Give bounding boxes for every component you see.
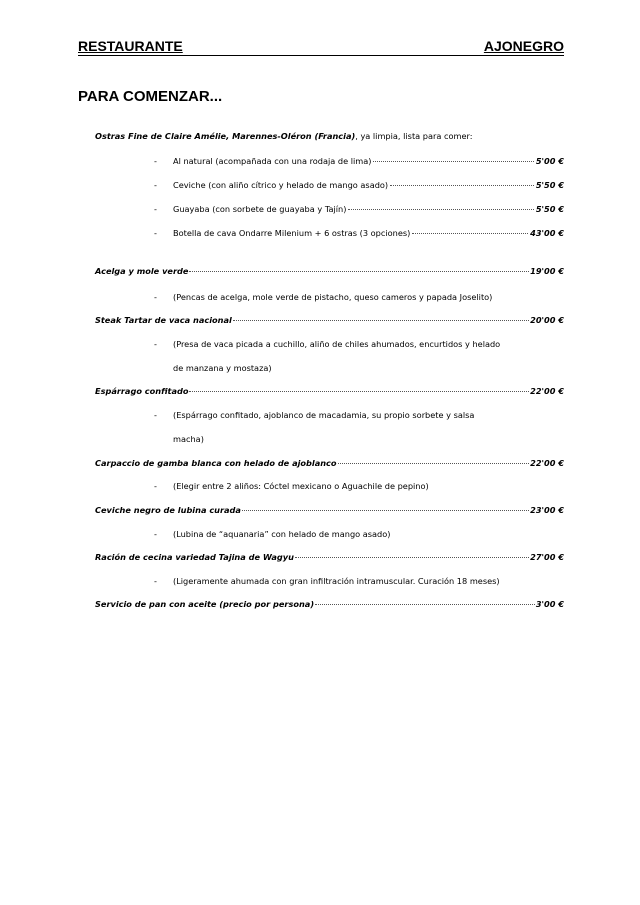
desc-line: (Lubina de “aquanaria” con helado de mango asado)	[173, 529, 391, 539]
option-price: 5'00 €	[535, 156, 564, 166]
menu-item	[95, 264, 564, 278]
desc-dash: -	[154, 529, 157, 539]
desc-dash: -	[154, 410, 157, 420]
desc-dash: -	[154, 481, 157, 491]
option-text: Al natural (acompañada con una rodaja de lima)	[173, 156, 372, 166]
oysters-title: Ostras Fine de Claire Amélie, Marennes-Oléron (Francia)	[95, 131, 356, 141]
leader-dots	[189, 382, 529, 392]
desc-line: (Ligeramente ahumada con gran infiltración intramuscular. Curación 18 meses)	[173, 576, 500, 586]
option-dash: -	[154, 228, 157, 238]
oysters-heading	[95, 129, 564, 143]
desc-line: macha)	[173, 434, 204, 444]
oysters-suffix: , ya limpia, lista para comer:	[355, 131, 473, 141]
option-price: 43'00 €	[530, 228, 564, 238]
item-price: 19'00 €	[530, 266, 564, 276]
menu-item	[95, 503, 564, 517]
option-price: 5'50 €	[535, 180, 564, 190]
desc-line: (Presa de vaca picada a cuchillo, aliño de chiles ahumados, encurtidos y helado	[173, 339, 501, 349]
menu-item	[95, 550, 564, 564]
desc-dash: -	[154, 339, 157, 349]
restaurant-label: RESTAURANTE	[78, 38, 183, 54]
menu-item	[95, 456, 564, 470]
leader-dots	[373, 152, 533, 162]
item-price: 22'00 €	[530, 458, 564, 468]
page-header	[78, 38, 564, 56]
option-price: 5'50 €	[535, 204, 564, 214]
desc-line: (Espárrago confitado, ajoblanco de macadamia, su propio sorbete y salsa	[173, 410, 475, 420]
leader-dots	[233, 311, 529, 321]
leader-dots	[412, 224, 528, 234]
leader-dots	[315, 595, 535, 605]
menu-item	[95, 384, 564, 398]
option-text: Guayaba (con sorbete de guayaba y Tajín)	[173, 204, 347, 214]
leader-dots	[295, 548, 529, 558]
desc-dash: -	[154, 576, 157, 586]
desc-line: (Pencas de acelga, mole verde de pistacho, queso cameros y papada Joselito)	[173, 292, 493, 302]
item-price: 22'00 €	[530, 386, 564, 396]
option-dash: -	[154, 156, 157, 166]
leader-dots	[242, 501, 529, 511]
leader-dots	[390, 176, 534, 186]
option-text: Botella de cava Ondarre Milenium + 6 ostras (3 opciones)	[173, 228, 411, 238]
item-name: Servicio de pan con aceite (precio por persona)	[95, 599, 315, 609]
item-name: Steak Tartar de vaca nacional	[95, 315, 232, 325]
item-price: 20'00 €	[530, 315, 564, 325]
item-name: Carpaccio de gamba blanca con helado de ajoblanco	[95, 458, 337, 468]
item-name: Espárrago confitado	[95, 386, 189, 396]
item-price: 3'00 €	[535, 599, 564, 609]
option-dash: -	[154, 204, 157, 214]
item-name: Acelga y mole verde	[95, 266, 189, 276]
restaurant-name: AJONEGRO	[483, 38, 564, 54]
leader-dots	[189, 262, 529, 272]
desc-dash: -	[154, 292, 157, 302]
leader-dots	[348, 200, 533, 210]
item-name: Ración de cecina variedad Tajina de Wagyu	[95, 552, 294, 562]
desc-line: de manzana y mostaza)	[173, 363, 272, 373]
item-price: 23'00 €	[530, 505, 564, 515]
item-name: Ceviche negro de lubina curada	[95, 505, 241, 515]
desc-line: (Elegir entre 2 aliños: Cóctel mexicano o Aguachile de pepino)	[173, 481, 429, 491]
section-title: PARA COMENZAR...	[78, 88, 223, 105]
option-dash: -	[154, 180, 157, 190]
menu-item	[95, 597, 564, 611]
option-text: Ceviche (con aliño cítrico y helado de mango asado)	[173, 180, 389, 190]
item-price: 27'00 €	[530, 552, 564, 562]
leader-dots	[338, 454, 530, 464]
menu-item	[95, 313, 564, 327]
